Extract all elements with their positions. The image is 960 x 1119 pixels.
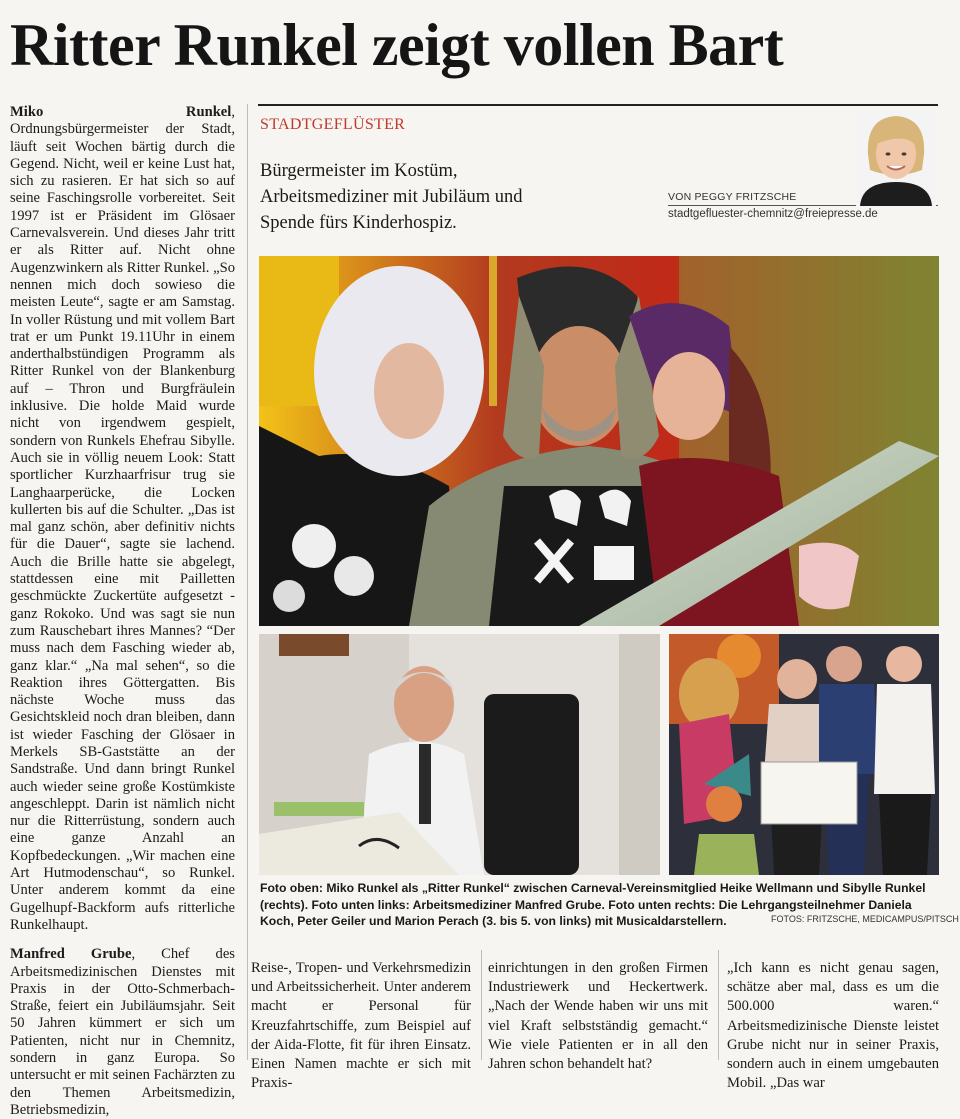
article-grube-col2: Reise-, Tropen- und Verkehrsmedizin und Arbeitssicherheit. Unter anderem macht er Personal für Kreuzfahrtschiffe, zum Beispiel auf der Aida-Flotte, fit für ihren Einsatz. Einen Namen machte er sich mit Praxis- (251, 960, 471, 1092)
author-email: stadtgefluester-chemnitz@freiepresse.de (668, 208, 878, 220)
photo-caption: Foto oben: Miko Runkel als „Ritter Runkel“ zwischen Carneval-Vereinsmitglied Heike Wellmann und Sibylle Runkel (rechts). Foto unten links: Arbeitsmediziner Manfred Grube. Foto unten rechts: Die Lehrgangsteilnehmer Daniela Koch, Peter Geiler und Marion Perach (3. bis 5. von links) mit Musicaldarstellern. (260, 881, 926, 929)
article-grube-name: Manfred Grube (10, 946, 132, 963)
author-portrait (856, 110, 936, 206)
photo-lehrgang (669, 634, 939, 875)
top-rule (258, 104, 938, 106)
column-separator (718, 950, 719, 1060)
article-grube-text: , Chef des Arbeitsmedizinischen Dienstes mit Praxis in der Otto-Schmerbach-Straße, feiert ein Jubiläumsjahr. Seit 50 Jahren kümmert er sich um Patienten, nicht nur in Chemnitz, sondern in ganz Europa. So untersucht er mit seinen Fachärzten zu den Themen Arbeitsmedizin, Betriebsmedizin, (10, 946, 235, 1118)
article-column-left (10, 104, 235, 1119)
photo-manfred-grube (259, 634, 660, 875)
article-runkel (10, 104, 235, 934)
article-runkel-name: Miko Runkel (10, 104, 232, 120)
article-grube-col3: einrichtungen in den großen Firmen Industriewerk und Heckertwerk. „Nach der Wende haben wir uns mit viel Kraft selbstständig gemacht.“ Wie viele Patienten er in all den Jahren schon behandelt hat? (488, 960, 708, 1073)
section-kicker: STADTGEFLÜSTER (260, 116, 406, 133)
column-separator (247, 104, 248, 1060)
article-grube (10, 946, 235, 1119)
teaser-text: Bürgermeister im Kostüm, Arbeitsmediziner mit Jubiläum und Spende fürs Kinderhospiz. (260, 161, 523, 233)
byline: VON PEGGY FRITZSCHE (668, 191, 797, 203)
photo-credit: FOTOS: FRITZSCHE, MEDICAMPUS/PITSCH (771, 914, 959, 924)
column-separator (481, 950, 482, 1060)
photo-ritter-runkel (259, 256, 939, 626)
article-runkel-text: , Ordnungsbürgermeister der Stadt, läuft seit Wochen bärtig durch die Gegend. Nicht, weil er keine Lust hat, sich zu rasieren. Er hat sich so auf seine Faschingsrolle vorbereitet. Seit 1997 ist er Präsident im Glösaer Carnevalsverein. Und dieses Jahr tritt er als Ritter auf. Nicht ohne Augenzwinkern als Ritter Runkel. „So nennen mich doch sowieso die meisten Leute“, sagte er am Samstag. In voller Rüstung und mit vollem Bart trat er um Punkt 19.11Uhr in einem anderthalbstündigen Programm als Ritter Runkel von der Blankenburg auf – Thron und Burgfräulein inklusive. Die holde Maid wurde nicht von irgendwem gespielt, sondern von Runkels Ehefrau Sibylle. Auch sie in völlig neuem Look: Statt sportlicher Kurzhaarfrisur trug sie Langhaarperücke, die Locken kullerten bis auf die Schulter. „Das ist mal ganz schön, aber definitiv nichts für die Dauer“, sagte sie lachend. Auch die Brille hatte sie abgelegt, stattdessen eine mit Pailletten geschmückte Zuckertüte aufgesetzt - ganz Rokoko. Und was sagt sie nun zum Rauschebart ihres Mannes? “Der muss nach dem Fasching wieder ab, ganz klar.“ „Na mal sehen“, so die Reaktion ihres Göttergatten. Bis nächste Woche muss das Gesichtskleid noch dran bleiben, dann ist wieder Fasching der Glösaer in Merkels SB-Gaststätte an der Sandstraße. Und dann bringt Runkel auch wieder seine große Kostümkiste angeschleppt. Darin ist nämlich nicht nur die Ritterrüstung, sondern auch eine ganze Anzahl an Kopfbedeckungen. „Wir machen eine Art Hutmodenschau“, so Runkel. Unter anderem kommt da eine Gugelhupf-Backform aufs ritterliche Runkelhaupt. (10, 104, 235, 933)
headline: Ritter Runkel zeigt vollen Bart (10, 12, 784, 78)
article-grube-col4: „Ich kann es nicht genau sagen, schätze aber mal, dass es um die 500.000 waren.“ Arbeitsmedizinische Dienste leistet Grube nicht nur in seiner Praxis, sondern auch in einem umgebauten Mobil. „Das war (727, 960, 939, 1092)
